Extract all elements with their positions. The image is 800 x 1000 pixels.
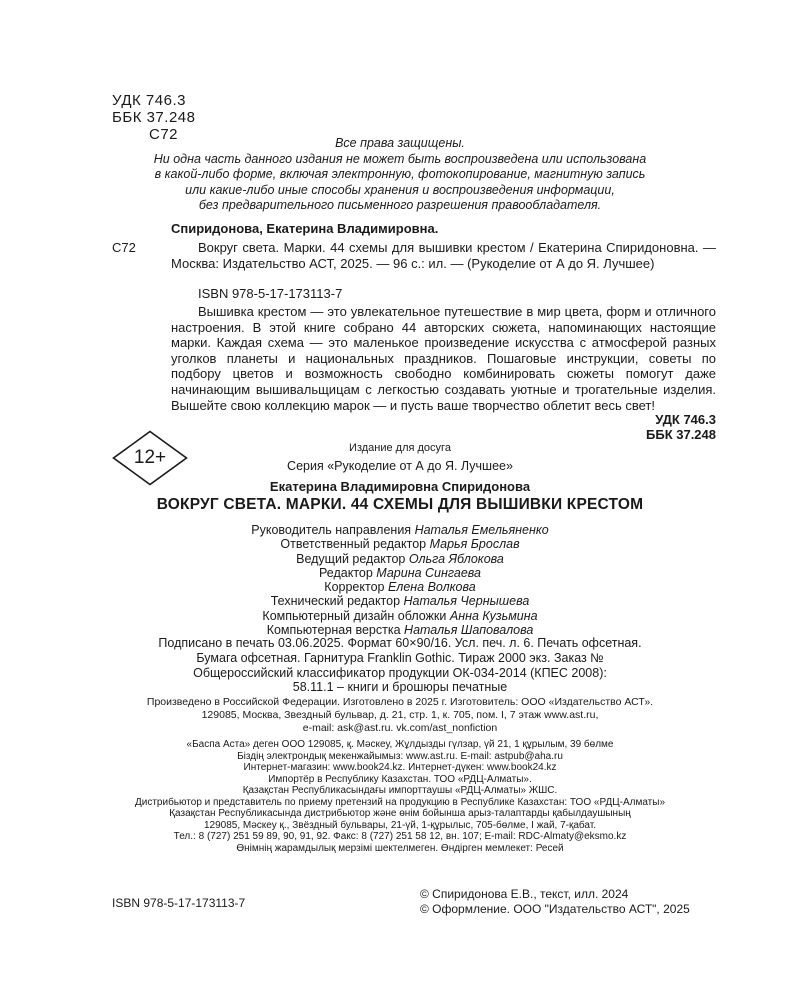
staff-role: Корректор	[324, 580, 385, 595]
print-specifications	[100, 636, 700, 695]
staff-role: Компьютерная верстка	[266, 623, 401, 638]
staff-role: Компьютерный дизайн обложки	[262, 608, 447, 623]
bbk-code: ББК 37.248	[646, 427, 716, 442]
staff-person: Марья Брослав	[429, 537, 520, 552]
footer-isbn: ISBN 978-5-17-173113-7	[112, 896, 246, 910]
staff-line	[100, 580, 700, 594]
copyright-design-line: © Оформление. ООО "Издательство АСТ", 2025	[420, 902, 690, 916]
footer-copyright	[420, 887, 690, 917]
copyright-notice	[100, 136, 700, 214]
author-mark: С72	[149, 126, 179, 143]
staff-role: Ведущий редактор	[296, 551, 406, 566]
age-rating-badge	[112, 430, 188, 486]
staff-role: Редактор	[319, 565, 373, 580]
book-annotation: Вышивка крестом — это увлекательное путешествие в мир цвета, форм и отличного настроения. В этой книге собрано 44 авторских сюжета, напоминающих настоящие марки. Каждая схема — это маленькое произведение искусства с атмосферой разных уголков планеты и национальных праздников. Пошаговые инструкции, советы по подбору цветов и возможность свободно комбинировать сюжеты помогут даже начинающим вышивальщицам с легкостью создавать уютные и трогательные изделия. Вышейте свою коллекцию марок — и пусть ваше творчество облетит весь свет!	[171, 304, 716, 413]
catalog-description: Вокруг света. Марки. 44 схемы для вышивки крестом / Екатерина Спиридоновна. — Москва: Издательство АСТ, 2025. — 96 с.: ил. — (Рукоделие от А до Я. Лучшее)	[171, 240, 716, 271]
print-line: Общероссийский классификатор продукции ОК-034-2014 (КПЕС 2008):	[193, 665, 607, 680]
staff-line	[100, 609, 700, 623]
distribution-info	[100, 739, 700, 854]
copyright-text-line: © Спиридонова Е.В., текст, илл. 2024	[420, 887, 629, 901]
staff-role: Руководитель направления	[251, 523, 412, 537]
staff-line	[100, 537, 700, 551]
distribution-line: 129085, Мәскеу қ., Звёздный бульвары, 21-үй, 1-құрылыс, 705-бөлме, I жай, 7-қабат.	[203, 819, 597, 831]
staff-person: Марина Сингаева	[376, 565, 481, 580]
catalog-author-mark: С72	[112, 240, 136, 255]
staff-person: Наталья Чернышева	[403, 594, 530, 609]
distribution-line: Қазақстан Республикасында дистрибьютор және өнім бойынша арыз-талаптарды қабылдаушының	[169, 808, 631, 819]
distribution-line: Импортёр в Республику Казахстан. ТОО «РДЦ-Алматы».	[268, 773, 532, 785]
distribution-line: Өнімнің жарамдылық мерзімі шектелмеген. Өндірген мемлекет: Ресей	[236, 842, 564, 854]
publisher-line: Произведено в Российской Федерации. Изготовлено в 2025 г. Изготовитель: ООО «Издательство АСТ».	[146, 696, 654, 708]
catalog-codes-right	[600, 412, 716, 442]
staff-person: Наталья Шаповалова	[404, 623, 534, 638]
bbk-code: ББК 37.248	[112, 109, 196, 126]
distribution-line: Дистрибьютор и представитель по приему претензий на продукцию в Республике Казахстан: ТОО «РДЦ-Алматы»	[134, 796, 666, 808]
udk-code: УДК 746.3	[655, 412, 716, 427]
publisher-line: e-mail: ask@ast.ru. vk.com/ast_nonfiction	[302, 722, 498, 734]
staff-credits	[100, 523, 700, 637]
rights-line: Все права защищены.	[335, 136, 465, 150]
book-title: ВОКРУГ СВЕТА. МАРКИ. 44 СХЕМЫ ДЛЯ ВЫШИВКИ КРЕСТОМ	[156, 496, 644, 513]
catalog-isbn: ISBN 978-5-17-173113-7	[198, 286, 343, 301]
print-line: Бумага офсетная. Гарнитура Franklin Gothic. Тираж 2000 экз. Заказ №	[196, 650, 604, 665]
author-name: Екатерина Владимировна Спиридонова	[269, 479, 531, 494]
rights-line: в какой-либо форме, включая электронную, фотокопирование, магнитную запись	[154, 167, 646, 181]
edition-type: Издание для досуга	[349, 442, 451, 454]
staff-line	[100, 552, 700, 566]
staff-line	[100, 523, 700, 537]
staff-person: Наталья Емельяненко	[414, 523, 549, 537]
rights-line: или какие-либо иные способы хранения и воспроизведения информации,	[185, 182, 615, 197]
staff-role: Ответственный редактор	[280, 537, 427, 552]
publisher-line: 129085, Москва, Звездный бульвар, д. 21, стр. 1, к. 705, пом. I, 7 этаж www.ast.ru,	[201, 709, 599, 721]
staff-line	[100, 594, 700, 608]
catalog-author-heading: Спиридонова, Екатерина Владимировна.	[171, 221, 439, 236]
print-line: 58.11.1 – книги и брошюры печатные	[292, 680, 508, 695]
distribution-line: Біздің электрондық мекенжайымыз: www.ast.ru. E-mail: astpub@aha.ru	[237, 750, 563, 762]
staff-role: Технический редактор	[270, 594, 401, 609]
publisher-info	[100, 696, 700, 735]
staff-person: Елена Волкова	[387, 580, 476, 595]
distribution-line: Тел.: 8 (727) 251 59 89, 90, 91, 92. Факс: 8 (727) 251 58 12, вн. 107; E-mail: RDC-Almaty@eksmo.kz	[173, 831, 627, 842]
udk-code: УДК 746.3	[112, 92, 186, 109]
distribution-line: «Баспа Аста» деген ООО 129085, қ. Мәскеу, Жұлдызды гүлзар, үй 21, 1 құрылым, 39 бөлме	[186, 739, 614, 750]
age-rating-label: 12+	[133, 447, 167, 468]
distribution-line: Интернет-магазин: www.book24.kz. Интернет-дүкен: www.book24.kz	[243, 762, 557, 773]
rights-line: Ни одна часть данного издания не может быть воспроизведена или использована	[153, 151, 647, 166]
rights-line: без предварительного письменного разрешения правообладателя.	[198, 198, 602, 212]
staff-person: Ольга Яблокова	[408, 551, 504, 566]
distribution-line: Қазақстан Республикасындағы импорттаушы «РДЦ-Алматы» ЖШС.	[242, 785, 558, 796]
print-line: Подписано в печать 03.06.2025. Формат 60×90/16. Усл. печ. л. 6. Печать офсетная.	[158, 636, 642, 650]
staff-line	[100, 566, 700, 580]
staff-person: Анна Кузьмина	[449, 608, 538, 623]
series-name: Серия «Рукоделие от А до Я. Лучшее»	[287, 459, 513, 473]
